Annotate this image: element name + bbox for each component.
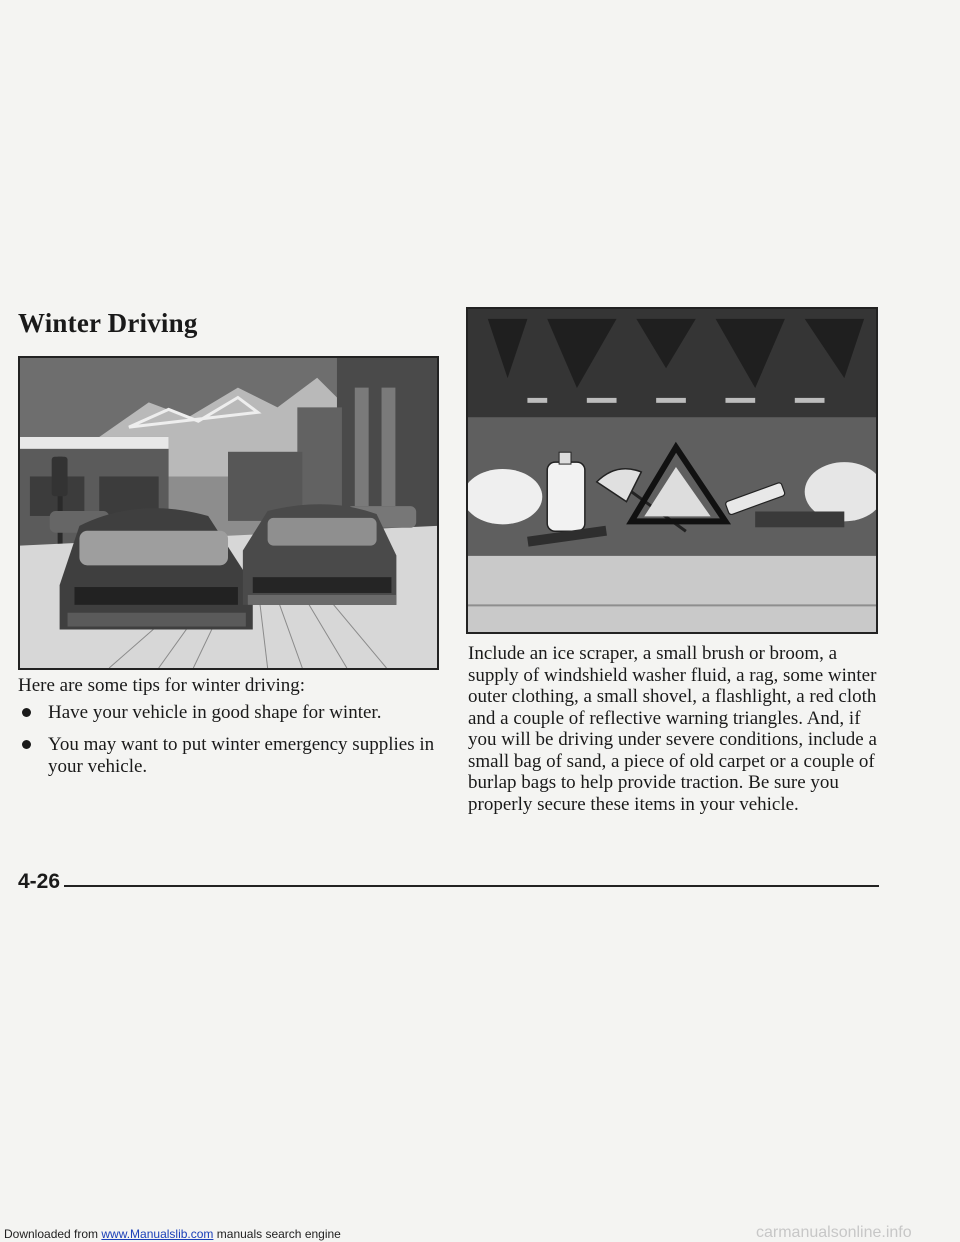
tips-list (18, 702, 448, 788)
page-number: 4-26 (18, 870, 61, 893)
footer-suffix: manuals search engine (213, 1227, 341, 1241)
tips-intro: Here are some tips for winter driving: (18, 675, 306, 696)
bullet-icon (22, 708, 31, 717)
download-footer (4, 1227, 341, 1241)
tip-item (18, 734, 448, 778)
watermark: carmanualsonline.info (756, 1224, 912, 1241)
bullet-icon (22, 740, 31, 749)
trunk-supplies-illustration (466, 307, 878, 634)
winter-street-drawing (20, 358, 437, 668)
supplies-paragraph: Include an ice scraper, a small brush or broom, a supply of windshield washer fluid, a rag, some winter outer clothing, a small shovel, a flashlight, a red cloth and a couple of reflective warning triangles. And, if you will be driving under severe conditions, include a small bag of sand, a piece of old carpet or a couple of burlap bags to help provide traction. Be sure you properly secure these items in your vehicle. (468, 643, 877, 815)
winter-street-illustration (18, 356, 439, 670)
section-title: Winter Driving (18, 308, 198, 338)
manualslib-link[interactable]: www.Manualslib.com (101, 1227, 214, 1241)
tip-text: You may want to put winter emergency supplies in your vehicle. (48, 734, 435, 777)
tip-text: Have your vehicle in good shape for winter. (48, 702, 382, 723)
tip-item (18, 702, 448, 724)
footer-prefix: Downloaded from (4, 1227, 102, 1241)
footer-rule (64, 885, 879, 887)
trunk-supplies-drawing (468, 309, 876, 632)
